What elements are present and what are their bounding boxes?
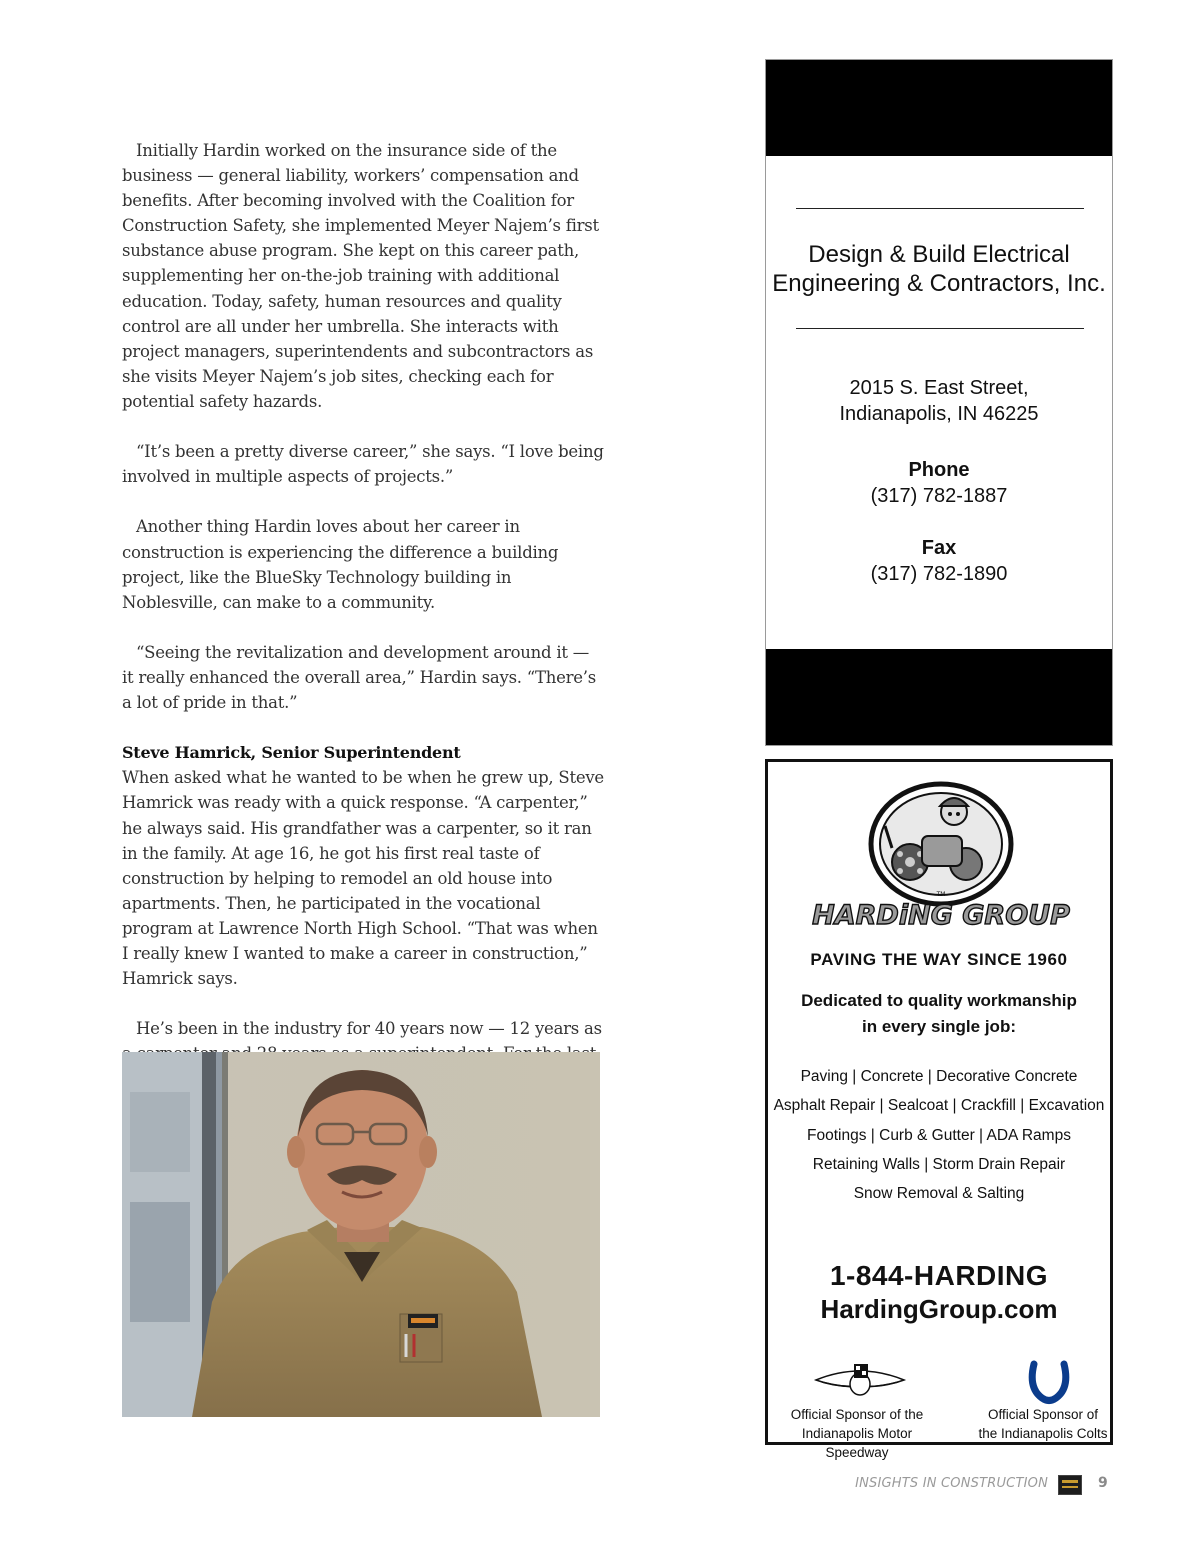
portrait-photo [122,1052,600,1417]
ad-top-bar [766,60,1112,156]
sponsor-left-line2: Indianapolis Motor Speedway [801,1426,913,1460]
harding-wordmark: HARDiNG GROUP [812,900,1070,931]
company-name [766,240,1112,298]
sponsor-right-line1: Official Sponsor of [987,1407,1099,1422]
sponsor-right-line2: the Indianapolis Colts [978,1426,1108,1441]
logo-stripe [1062,1486,1078,1488]
page-number: 9 [1098,1475,1108,1491]
harding-tagline: PAVING THE WAY SINCE 1960 [810,950,1068,969]
sponsor-colts [958,1405,1128,1443]
divider-rule [796,208,1084,209]
service-line: Snow Removal & Salting [853,1185,1025,1203]
article-paragraph: “Seeing the revitalization and development around it — it really enhanced the overall area,” Hardin says. “There’s a lot of pride in that.” [122,642,596,713]
ad-bottom-bar [766,649,1112,745]
section-subhead: Steve Hamrick, Senior Superintendent [122,743,461,763]
dedicated-line2: in every single job: [862,1017,1016,1036]
fax-label: Fax [921,537,957,559]
article-column [122,138,604,1117]
service-line: Retaining Walls | Storm Drain Repair [812,1155,1066,1173]
company-address [766,375,1112,427]
harding-phone: 1-844-HARDING [829,1260,1049,1291]
harding-group-ad [765,759,1113,1460]
article-paragraph: When asked what he wanted to be when he grew up, Steve Hamrick was ready with a quick response. “A carpenter,” he always said. His grandfather was a carpenter, so it ran in the family. At age 16, he got his first real taste of construction by helping to remodel an old house into apartments. Then, he participated in the vocational program at Lawrence North High School. “That was when I really knew I wanted to make a career in construction,” Hamrick says. [122,768,604,989]
colts-horseshoe-icon [1024,1358,1074,1408]
article-paragraph: He’s been in the industry for 40 years now — 12 years as [136,1019,602,1039]
harding-dedicated [768,988,1110,1040]
article-paragraph: “It’s been a pretty diverse career,” she says. “I love being involved in multiple aspects of projects.” [122,442,604,487]
harding-logo [812,776,1070,936]
harding-services [768,1062,1110,1208]
harding-website: HardingGroup.com [820,1294,1058,1324]
fax-number: (317) 782-1890 [870,563,1008,585]
service-line: Asphalt Repair | Sealcoat | Crackfill | Excavation [773,1097,1105,1115]
divider-rule [796,328,1084,329]
publication-title: INSIGHTS IN CONSTRUCTION [855,1476,1048,1491]
address-line1: 2015 S. East Street, [849,377,1029,399]
article-paragraph: Initially Hardin worked on the insurance side of the business — general liability, workers’ compensation and benefits. After becoming involved with the Coalition for Construction Safety, she implemented Meyer Najem’s first substance abuse program. She kept on this career path, supplementing her on-the-job training with additional education. Today, safety, human resources and quality control are all under her umbrella. She interacts with project managers, superintendents and subcontractors as she visits Meyer Najem’s job sites, checking each for potential safety hazards. [122,141,599,411]
portrait-illustration [122,1052,600,1417]
company-name-line2: Engineering & Contractors, Inc. [772,270,1106,297]
logo-stripe [1062,1480,1078,1483]
sponsor-speedway [772,1405,942,1462]
phone-label: Phone [908,459,970,481]
service-line: Footings | Curb & Gutter | ADA Ramps [807,1126,1071,1144]
address-line2: Indianapolis, IN 46225 [839,403,1039,425]
trademark-mark: TM [936,891,946,898]
speedway-logo-icon [812,1358,908,1404]
dedicated-line1: Dedicated to quality workmanship [801,991,1077,1010]
publisher-logo-icon [1058,1475,1082,1495]
sponsor-left-line1: Official Sponsor of the [790,1407,924,1422]
electrical-contractor-ad [765,59,1113,746]
article-paragraph: Another thing Hardin loves about her career in construction is experiencing the difference a building project, like the BlueSky Technology building in Noblesville, can make to a community. [122,517,559,612]
company-name-line1: Design & Build Electrical [808,241,1070,268]
service-line: Paving | Concrete | Decorative Concrete [800,1068,1078,1085]
phone-number: (317) 782-1887 [870,485,1008,507]
